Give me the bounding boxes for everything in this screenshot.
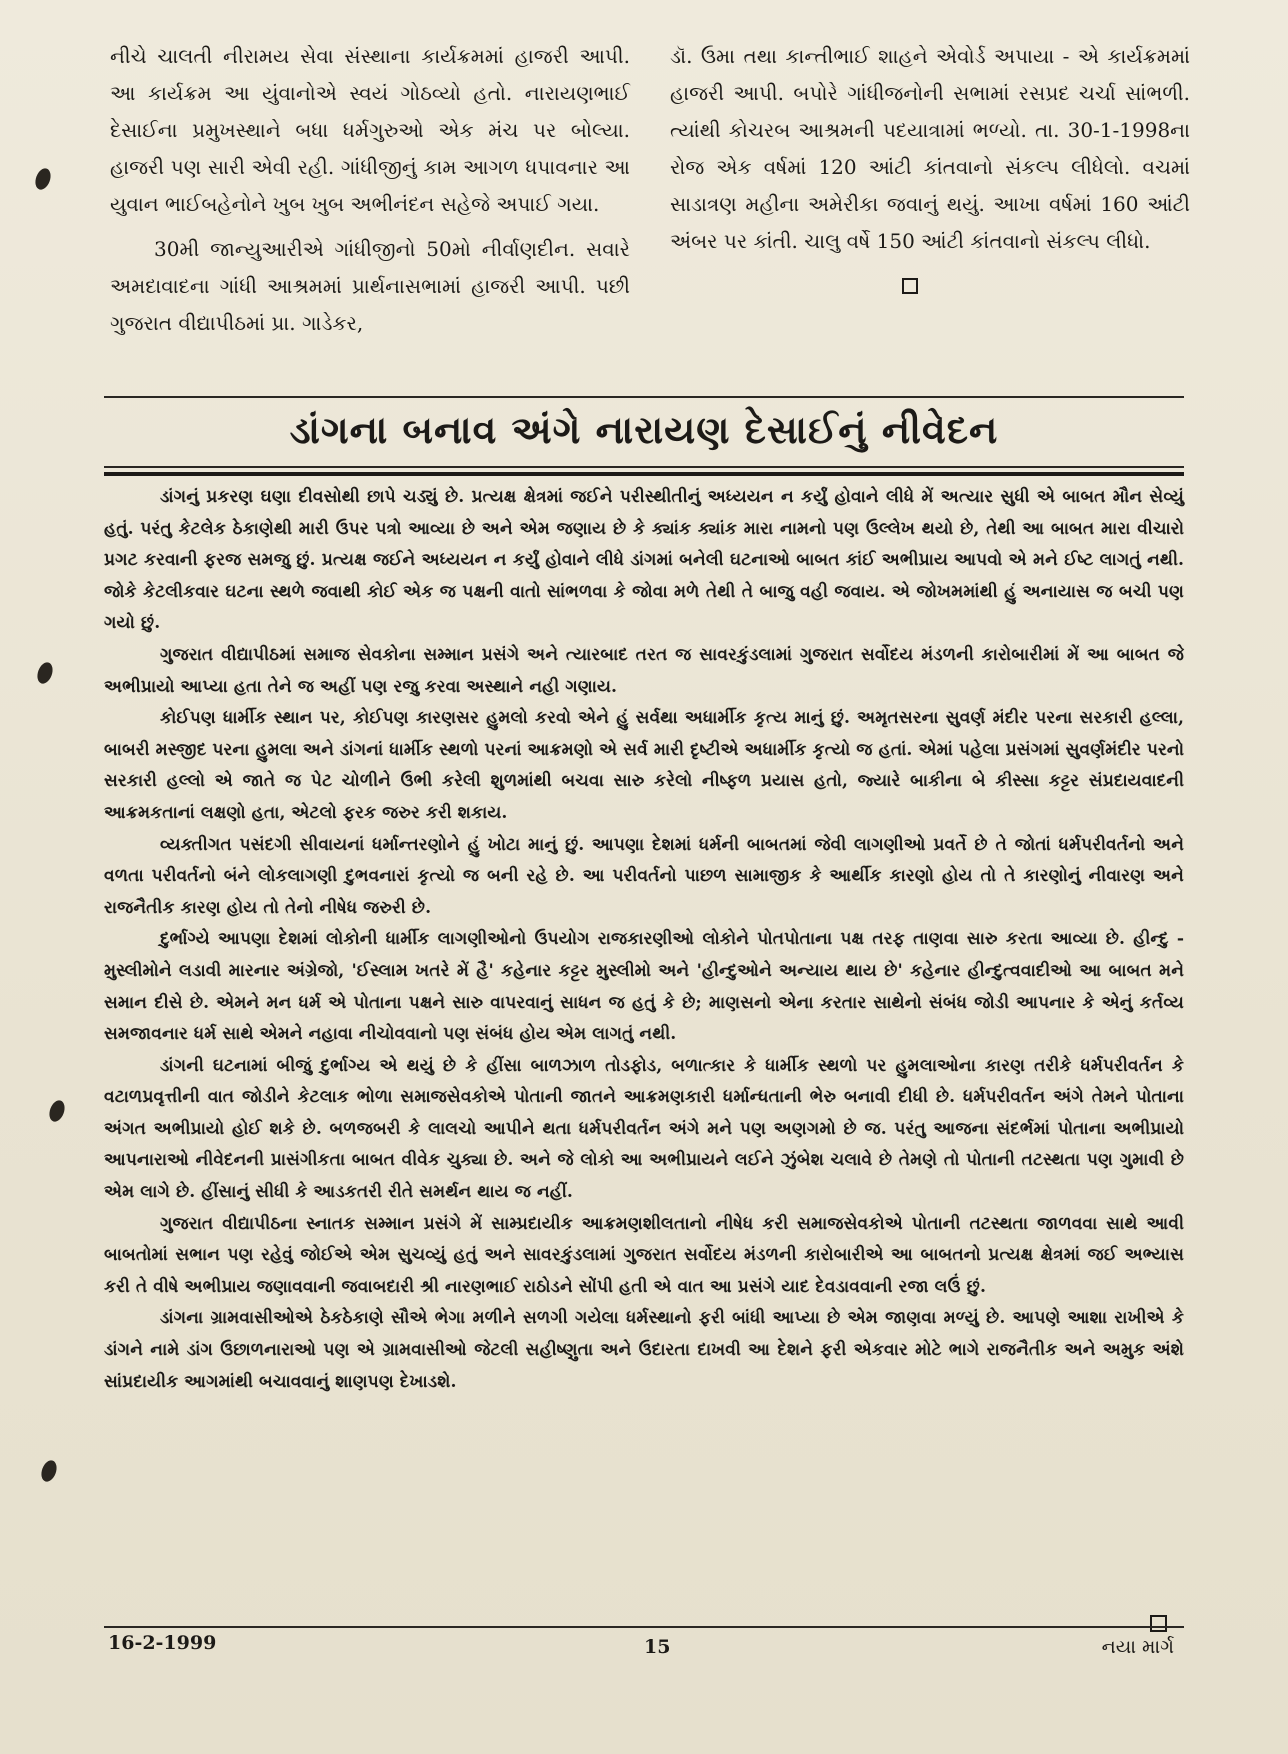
- article-paragraph: વ્યક્તીગત પસંદગી સીવાયનાં ધર્માન્તરણોને હું ખોટા માનું છું. આપણા દેશમાં ધર્મની બાબતમાં જેવી લાગણીઓ પ્રવર્તે છે તે જોતાં ધર્મપરીવર્તનો અને વળતા પરીવર્તનો બંને લોકલાગણી દુભવનારાં કૃત્યો જ બની રહે છે. આ પરીવર્તનો પાછળ સામાજીક કે આર્થીક કારણો હોય તો તે કારણોનું નીવારણ અને રાજનૈતીક કારણ હોય તો તેનો નીષેધ જરુરી છે.: [104, 834, 1184, 918]
- right-column: [670, 38, 1190, 378]
- article-paragraph: ગુજરાત વીદ્યાપીઠના સ્નાતક સમ્માન પ્રસંગે મેં સામ્પ્રદાયીક આક્રમણશીલતાનો નીષેધ કરી સમાજસેવકોએ પોતાની તટસ્થતા જાળવવા સાથે આવી બાબતોમાં સભાન પણ રહેવું જોઈએ એમ સુચવ્યું હતું અને સાવરકુંડલામાં ગુજરાત સર્વોદય મંડળની કારોબારીએ આ બાબતનો પ્રત્યક્ષ ક્ષેત્રમાં જઈ અભ્યાસ કરી તે વીષે અભીપ્રાય જણાવવાની જવાબદારી શ્રી નારણભાઈ રાઠોડને સોંપી હતી એ વાત આ પ્રસંગે યાદ દેવડાવવાની રજા લઉં છું.: [104, 1213, 1184, 1297]
- binding-hole-mark: [47, 1098, 68, 1123]
- issue-date: 16-2-1999: [108, 1632, 217, 1654]
- article-body: [104, 482, 1184, 1398]
- article-paragraph: ગુજરાત વીદ્યાપીઠમાં સમાજ સેવકોના સમ્માન પ્રસંગે અને ત્યારબાદ તરત જ સાવરકુંડલામાં ગુજરાત સર્વોદય મંડળની કારોબારીમાં મેં આ બાબત જે અભીપ્રાયો આપ્યા હતા તેને જ અહીં પણ રજુ કરવા અસ્થાને નહી ગણાય.: [104, 644, 1184, 697]
- end-mark-square: [1150, 1615, 1167, 1632]
- paragraph: 30મી જાન્યુઆરીએ ગાંધીજીનો 50મો નીર્વાણદીન. સવારે અમદાવાદના ગાંધી આશ્રમમાં પ્રાર્થનાસભામાં હાજરી આપી. પછી ગુજરાત વીદ્યાપીઠમાં પ્રા. ગાડેકર,: [110, 237, 630, 335]
- left-column: [110, 38, 630, 378]
- end-mark-square: [902, 278, 918, 294]
- article-paragraph: કોઈપણ ધાર્મીક સ્થાન પર, કોઈપણ કારણસર હુમલો કરવો એને હું સર્વથા અધાર્મીક કૃત્ય માનું છું. અમૃતસરના સુવર્ણ મંદીર પરના સરકારી હલ્લા, બાબરી મસ્જીદ પરના હુમલા અને ડાંગનાં ધાર્મીક સ્થળો પરનાં આક્રમણો એ સર્વ મારી દૃષ્ટીએ અધાર્મીક કૃત્યો જ હતાં. એમાં પહેલા પ્રસંગમાં સુવર્ણમંદીર પરનો સરકારી હલ્લો એ જાતે જ પેટ ચોળીને ઉભી કરેલી શુળમાંથી બચવા સારુ કરેલો નીષ્ફળ પ્રયાસ હતો, જ્યારે બાકીના બે કીસ્સા કટ્ટર સંપ્રદાયવાદની આક્રમકતાનાં લક્ષણો હતા, એટલો ફરક જરુર કરી શકાય.: [104, 708, 1184, 823]
- magazine-name: નયા માર્ગ: [1101, 1636, 1174, 1658]
- binding-hole-mark: [35, 660, 56, 685]
- continued-text-columns: [110, 38, 1190, 378]
- divider: [104, 472, 1184, 476]
- divider: [104, 396, 1184, 398]
- page-number: 15: [644, 1636, 671, 1658]
- article-paragraph: દુર્ભાગ્યે આપણા દેશમાં લોકોની ધાર્મીક લાગણીઓનો ઉપયોગ રાજકારણીઓ લોકોને પોતપોતાના પક્ષ તરફ તાણવા સારુ કરતા આવ્યા છે. હીન્દુ - મુસ્લીમોને લડાવી મારનાર અંગ્રેજો, 'ઈસ્લામ ખતરે મેં હૈ' કહેનાર કટ્ટર મુસ્લીમો અને 'હીન્દુઓને અન્યાય થાય છે' કહેનાર હીન્દુત્વવાદીઓ આ બાબત મને સમાન દીસે છે. એમને મન ધર્મ એ પોતાના પક્ષને સારુ વાપરવાનું સાધન જ હતું કે છે; માણસનો એના કરતાર સાથેનો સંબંધ જોડી આપનાર કે એનું કર્તવ્ય સમજાવનાર ધર્મ સાથે એમને નહાવા નીચોવવાનો પણ સંબંધ હોય એમ લાગતું નથી.: [104, 929, 1184, 1045]
- paragraph: ડૉ. ઉમા તથા કાન્તીભાઈ શાહને એવોર્ડ અપાયા - એ કાર્યક્રમમાં હાજરી આપી. બપોરે ગાંધીજનોની સભામાં રસપ્રદ ચર્ચા સાંભળી. ત્યાંથી કોચરબ આશ્રમની પદયાત્રામાં ભળ્યો. તા. 30-1-1998ના રોજ એક વર્ષમાં 120 આંટી કાંતવાનો સંકલ્પ લીધેલો. વચમાં સાડાત્રણ મહીના અમેરીકા જવાનું થયું. આખા વર્ષમાં 160 આંટી અંબર પર કાંતી. ચાલુ વર્ષે 150 આંટી કાંતવાનો સંકલ્પ લીધો.: [670, 44, 1190, 253]
- binding-hole-mark: [33, 166, 54, 191]
- paragraph: નીચે ચાલતી નીરામય સેવા સંસ્થાના કાર્યક્રમમાં હાજરી આપી. આ કાર્યક્રમ આ યુંવાનોએ સ્વયં ગોઠવ્યો હતો. નારાયણભાઈ દેસાઈના પ્રમુખસ્થાને બધા ધર્મગુરુઓ એક મંચ પર બોલ્યા. હાજરી પણ સારી એવી રહી. ગાંધીજીનું કામ આગળ ધપાવનાર આ યુવાન ભાઈબહેનોને ખુબ ખુબ અભીનંદન સહેજે અપાઈ ગયા.: [110, 44, 630, 216]
- binding-hole-mark: [39, 1458, 60, 1483]
- page-footer: [104, 1632, 1184, 1672]
- article-paragraph: ડાંગની ઘટનામાં બીજું દુર્ભાગ્ય એ થયું છે કે હીંસા બાળઝાળ તોડફોડ, બળાત્કાર કે ધાર્મીક સ્થળો પર હુમલાઓના કારણ તરીકે ધર્મપરીવર્તન કે વટાળપ્રવૃત્તીની વાત જોડીને કેટલાક ભોળા સમાજસેવકોએ પોતાની જાતને આક્રમણકારી ધર્માન્ધતાની ભેરુ બનાવી દીધી છે. ધર્મપરીવર્તન અંગે તેમને પોતાના અંગત અભીપ્રાયો હોઈ શકે છે. બળજબરી કે લાલચો આપીને થતા ધર્મપરીવર્તન અંગે મને પણ અણગમો છે જ. પરંતુ આજના સંદર્ભમાં પોતાના અભીપ્રાયો આપનારાઓ નીવેદનની પ્રાસંગીકતા બાબત વીવેક ચુક્યા છે. અને જે લોકો આ અભીપ્રાયને લઈને ઝુંબેશ ચલાવે છે તેમણે તો પોતાની તટસ્થતા પણ ગુમાવી છે એમ લાગે છે. હીંસાનું સીધી કે આડકતરી રીતે સમર્થન થાય જ નહીં.: [104, 1055, 1185, 1203]
- article-paragraph: ડાંગના ગ્રામવાસીઓએ ઠેકઠેકાણે સૌએ ભેગા મળીને સળગી ગયેલા ધર્મસ્થાનો ફરી બાંધી આપ્યા છે એમ જાણવા મળ્યું છે. આપણે આશા રાખીએ કે ડાંગને નામે ડાંગ ઉછાળનારાઓ પણ એ ગ્રામવાસીઓ જેટલી સહીષ્ણુતા અને ઉદારતા દાખવી આ દેશને ફરી એકવાર મોટે ભાગે રાજનૈતીક અને અમુક અંશે સાંપ્રદાયીક આગમાંથી બચાવવાનું શાણપણ દેખાડશે.: [104, 1308, 1184, 1392]
- footer-divider: [104, 1626, 1184, 1628]
- article-paragraph: ડાંગનું પ્રકરણ ઘણા દીવસોથી છાપે ચડ્યું છે. પ્રત્યક્ષ ક્ષેત્રમાં જઈને પરીસ્થીતીનું અધ્યયન ન કર્યું હોવાને લીધે મેં અત્યાર સુધી એ બાબત મૌન સેવ્યું હતું. પરંતુ કેટલેક ઠેકાણેથી મારી ઉપર પત્રો આવ્યા છે અને એમ જણાય છે કે ક્યાંક ક્યાંક મારા નામનો પણ ઉલ્લેખ થયો છે, તેથી આ બાબત મારા વીચારો પ્રગટ કરવાની ફરજ સમજુ છું. પ્રત્યક્ષ જઈને અધ્યયન ન કર્યું હોવાને લીધે ડાંગમાં બનેલી ઘટનાઓ બાબત કાંઈ અભીપ્રાય આપવો એ મને ઈષ્ટ લાગતું નથી. જોકે કેટલીકવાર ઘટના સ્થળે જવાથી કોઈ એક જ પક્ષની વાતો સાંભળવા કે જોવા મળે તેથી તે બાજુ વહી જવાય. એ જોખમમાંથી હું અનાયાસ જ બચી પણ ગયો છું.: [104, 487, 1184, 634]
- divider: [104, 466, 1184, 468]
- article-headline: ડાંગના બનાવ અંગે નારાયણ દેસાઈનું નીવેદન: [289, 408, 999, 452]
